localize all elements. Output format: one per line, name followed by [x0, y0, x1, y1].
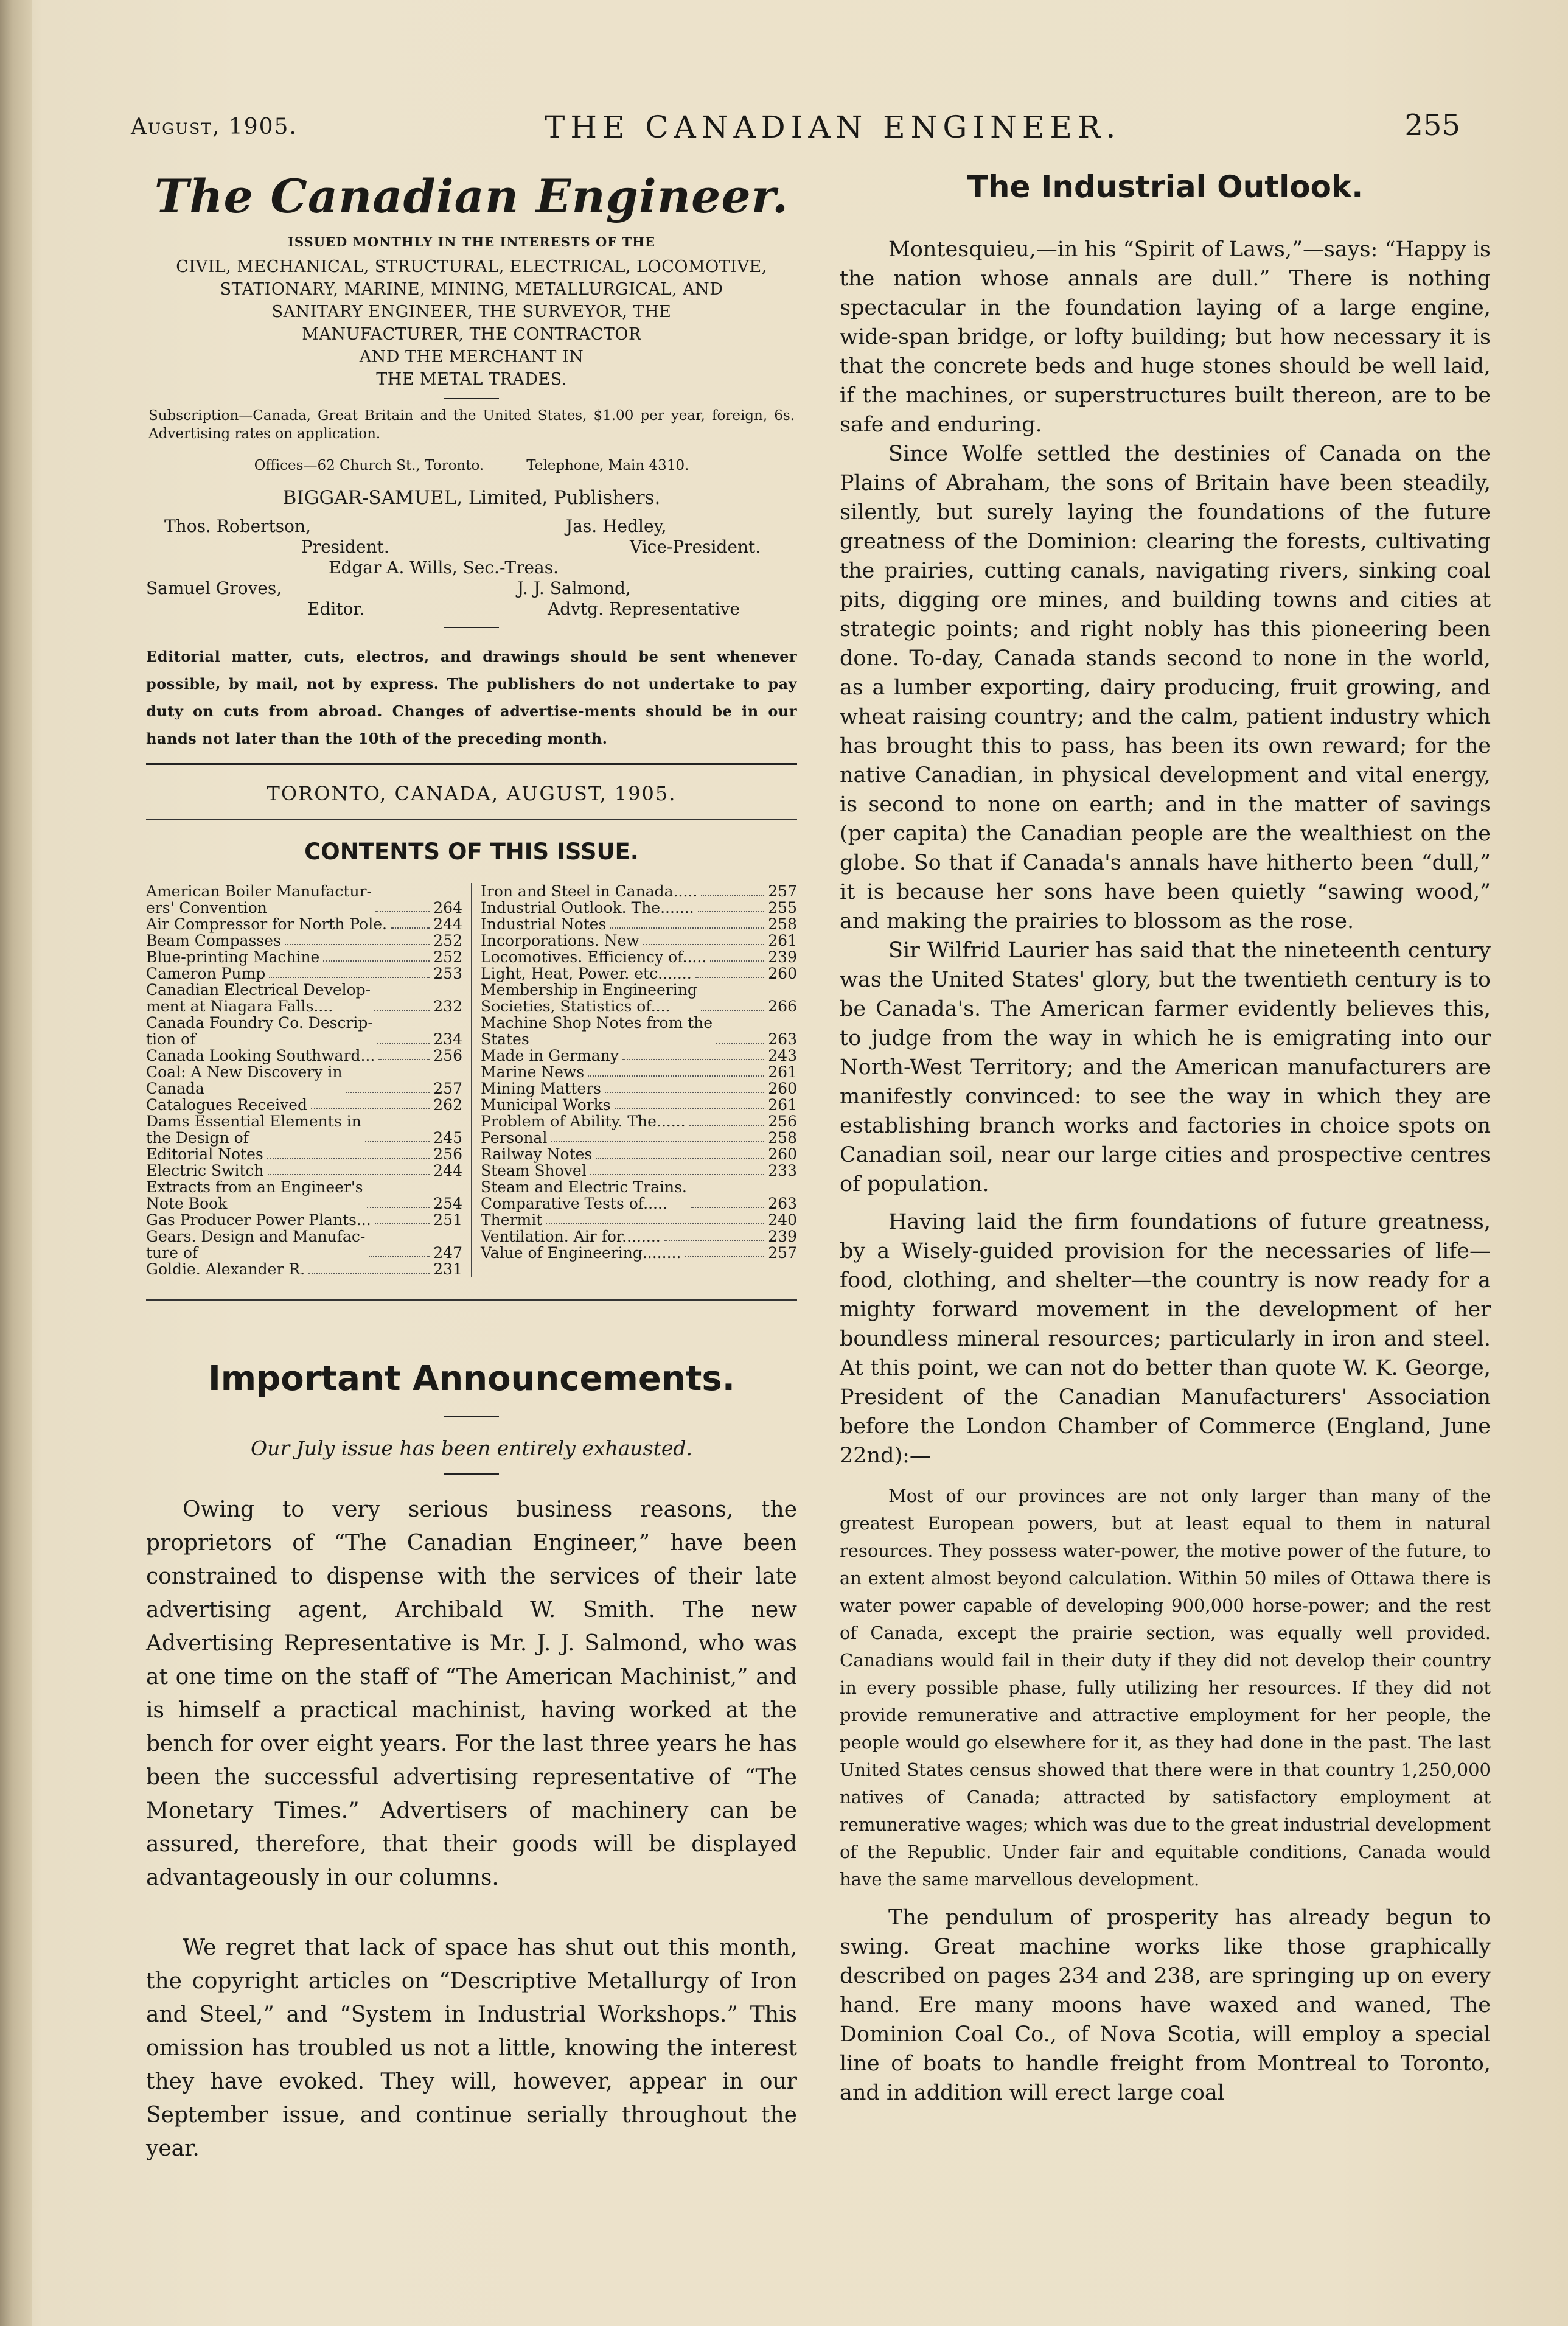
- contents-entry-page: 255: [768, 899, 797, 917]
- contents-entry: [146, 982, 462, 1015]
- leader-dots: [643, 944, 764, 945]
- contents-entry-page: 263: [768, 1030, 797, 1048]
- contents-column-left: [146, 883, 462, 1277]
- editor-name: Samuel Groves,: [146, 578, 282, 598]
- leader-dots: [716, 1043, 764, 1044]
- leader-dots: [590, 1174, 765, 1175]
- contents-entry-page: 261: [768, 1063, 797, 1081]
- contents-entry-page: 261: [768, 1096, 797, 1114]
- contents-entry-page: 264: [433, 899, 462, 917]
- president-title: President.: [301, 537, 389, 557]
- contents-entry-title: Locomotives. Efficiency of.....: [481, 948, 707, 966]
- announcement-paragraph: We regret that lack of space has shut out this month, the copyright articles on “Descriptive Metallurgy of Iron and Steel,” and “System in Industrial Workshops.” This omission has troubled us not a little, knowing the interest they have evoked. They will, however, appear in our September issue, and continue serially throughout the year.: [146, 1935, 797, 2161]
- contents-entry-title: Marine News: [481, 1063, 585, 1081]
- contents-entry-page: 261: [768, 932, 797, 949]
- leader-dots: [596, 1158, 764, 1159]
- leader-dots: [664, 1240, 765, 1241]
- contents-entry: [481, 949, 797, 965]
- contents-entry-title: Blue-printing Machine: [146, 948, 320, 966]
- leader-dots: [285, 944, 430, 945]
- contents-entry-title: Air Compressor for North Pole.: [146, 915, 387, 933]
- contents-entry-page: 260: [768, 965, 797, 982]
- contents-entry-page: 260: [768, 1145, 797, 1163]
- divider: [146, 763, 797, 765]
- publisher-line: BIGGAR-SAMUEL, Limited, Publishers.: [282, 487, 661, 509]
- leader-dots: [588, 1075, 764, 1077]
- contents-entry-page: 251: [433, 1211, 462, 1229]
- contents-entry-title: Extracts from an Engineer's Note Book: [146, 1178, 363, 1212]
- contents-entry-title: Problem of Ability. The......: [481, 1112, 686, 1130]
- contents-entry-page: 262: [433, 1096, 462, 1114]
- leader-dots: [365, 1141, 430, 1142]
- contents-entry: [146, 883, 462, 916]
- contents-entry-title: Dams Essential Elements in the Design of: [146, 1112, 361, 1147]
- telephone: Telephone, Main 4310.: [526, 458, 689, 473]
- leader-dots: [701, 895, 764, 896]
- contents-entry-page: 245: [433, 1129, 462, 1147]
- contents-entry-title: Canada Foundry Co. Descrip- tion of: [146, 1014, 373, 1048]
- contents-entry-title: Catalogues Received: [146, 1096, 308, 1114]
- contents-entry-page: 244: [433, 915, 462, 933]
- divider: [444, 398, 499, 399]
- masthead-title: The Canadian Engineer.: [154, 169, 789, 223]
- leader-dots: [698, 911, 765, 912]
- contents-entry-page: 257: [433, 1080, 462, 1097]
- contents-entry: [481, 1047, 797, 1064]
- vp-name: Jas. Hedley,: [566, 516, 667, 536]
- contents-entry-title: Coal: A New Discovery in Canada: [146, 1063, 343, 1097]
- contents-entry-page: 256: [433, 1047, 462, 1064]
- contents-entry: [146, 932, 462, 949]
- interests-line: SANITARY ENGINEER, THE SURVEYOR, THE: [271, 302, 672, 321]
- article-paragraph: The pendulum of prosperity has already begun to swing. Great machine works like those graphically described on pages 234 and 238, are springing up on every hand. Ere many moons have waxed and waned, The Dominion Coal Co., of Nova Scotia, will employ a special line of boats to handle freight from Montreal to Toronto, and in addition will erect large coal: [840, 1905, 1491, 2105]
- left-column: [146, 164, 797, 2165]
- interests-list: [146, 256, 797, 391]
- contents-entry: [481, 1064, 797, 1080]
- leader-dots: [622, 1059, 764, 1060]
- contents-entry-page: 240: [768, 1211, 797, 1229]
- contents-entry: [146, 1228, 462, 1261]
- contents-entry-title: Electric Switch: [146, 1162, 264, 1179]
- leader-dots: [551, 1141, 764, 1142]
- leader-dots: [391, 927, 430, 929]
- interests-line: STATIONARY, MARINE, MINING, METALLURGICAL, AND: [220, 280, 723, 299]
- binding-edge: [0, 0, 32, 2326]
- contents-entry-page: 253: [433, 965, 462, 982]
- contents-entry-title: Steam Shovel: [481, 1162, 587, 1179]
- contents-entry: [481, 965, 797, 982]
- interests-line: CIVIL, MECHANICAL, STRUCTURAL, ELECTRICAL, LOCOMOTIVE,: [176, 257, 767, 276]
- contents-entry-page: 252: [433, 948, 462, 966]
- journal-title: THE CANADIAN ENGINEER.: [545, 110, 1121, 145]
- contents-entry-title: Editorial Notes: [146, 1145, 263, 1163]
- interests-line: AND THE MERCHANT IN: [359, 348, 584, 366]
- contents-entry-page: 247: [433, 1244, 462, 1262]
- announcement-paragraph: Owing to very serious business reasons, the proprietors of “The Canadian Engineer,” have been constrained to dispense with the services of their late advertising agent, Archibald W. Smith. The new Advertising Representative is Mr. J. J. Salmond, who was at one time on the staff of “The American Machinist,” and is himself a practical machinist, having worked at the bench for over eight years. For the last three years he has been the successful advertising representative of “The Monetary Times.” Advertisers of machinery can be assured, therefore, that their goods will be displayed advantageously in our columns.: [146, 1497, 797, 1890]
- contents-entry-title: Railway Notes: [481, 1145, 593, 1163]
- divider: [146, 819, 797, 820]
- contents-entry-title: Beam Compasses: [146, 932, 281, 949]
- contents-entry-page: 254: [433, 1195, 462, 1212]
- leader-dots: [375, 1223, 430, 1224]
- contents-table: [146, 883, 797, 1277]
- subscription-rates: Subscription—Canada, Great Britain and the United States, $1.00 per year, foreign, 6s. Advertising rates on application.: [148, 408, 795, 442]
- leader-dots: [685, 1256, 764, 1257]
- article-body: [840, 235, 1491, 2108]
- contents-entry: [146, 1179, 462, 1212]
- contents-entry-page: 252: [433, 932, 462, 949]
- leader-dots: [695, 977, 765, 978]
- contents-entry: [481, 1162, 797, 1179]
- divider: [444, 1473, 499, 1475]
- leader-dots: [605, 1092, 764, 1093]
- interests-line: THE METAL TRADES.: [376, 370, 567, 389]
- announcements-subtitle: Our July issue has been entirely exhausted.: [251, 1436, 692, 1460]
- divider: [444, 627, 499, 628]
- contents-entry-page: 233: [768, 1162, 797, 1179]
- contents-entry: [146, 1015, 462, 1047]
- contents-entry-page: 234: [433, 1030, 462, 1048]
- contents-title: CONTENTS OF THIS ISSUE.: [304, 839, 639, 865]
- officers-block: [146, 516, 797, 620]
- contents-entry-title: Machine Shop Notes from the States: [481, 1014, 713, 1048]
- contents-entry-page: 232: [433, 997, 462, 1015]
- contents-entry-title: Cameron Pump: [146, 965, 266, 982]
- contents-entry-title: Iron and Steel in Canada.....: [481, 882, 698, 900]
- leader-dots: [689, 1125, 765, 1126]
- contents-entry-page: 260: [768, 1080, 797, 1097]
- contents-entry-title: Incorporations. New: [481, 932, 639, 949]
- advertising-rep-name: J. J. Salmond,: [517, 578, 631, 598]
- contents-entry: [146, 1047, 462, 1064]
- leader-dots: [367, 1207, 430, 1208]
- contents-entry-page: 231: [433, 1260, 462, 1278]
- contents-entry-title: Membership in Engineering Societies, Statistics of....: [481, 981, 697, 1015]
- contents-entry: [481, 1113, 797, 1130]
- leader-dots: [308, 1273, 430, 1274]
- contents-entry: [481, 1179, 797, 1212]
- announcements-title: Important Announcements.: [207, 1359, 736, 1399]
- contents-entry-title: Personal: [481, 1129, 548, 1147]
- contents-entry: [146, 916, 462, 932]
- contents-entry-title: Gears. Design and Manufac- ture of: [146, 1228, 366, 1262]
- contents-entry: [481, 1080, 797, 1097]
- editorial-note: Editorial matter, cuts, electros, and drawings should be sent whenever possible, by mail, not by express. The publishers do not undertake to pay duty on cuts from abroad. Changes of advertise-ments should be in our hands not later than the 10th of the preceding month.: [146, 648, 797, 747]
- contents-entry-page: 239: [768, 1228, 797, 1245]
- contents-entry-page: 239: [768, 948, 797, 966]
- vp-title: Vice-President.: [630, 537, 761, 557]
- article-title: The Industrial Outlook.: [967, 169, 1364, 204]
- contents-entry: [481, 1245, 797, 1261]
- article-paragraph: Having laid the firm foundations of future greatness, by a Wisely-guided provision for the necessaries of life—food, clothing, and shelter—the country is now ready for a mighty forward movement in the development of her boundless mineral resources; particularly in iron and steel. At this point, we can not do better than quote W. K. George, President of the Canadian Manufacturers' Association before the London Chamber of Commerce (England, June 22nd):—: [840, 1210, 1491, 1468]
- contents-entry-page: 256: [433, 1145, 462, 1163]
- contents-entry-page: 258: [768, 1129, 797, 1147]
- contents-entry: [481, 1146, 797, 1162]
- contents-entry-page: 257: [768, 1244, 797, 1262]
- leader-dots: [615, 1108, 765, 1109]
- divider: [444, 1416, 499, 1417]
- advertising-rep-title: Advtg. Representative: [548, 599, 740, 619]
- contents-entry: [481, 1228, 797, 1245]
- contents-entry: [146, 1261, 462, 1277]
- leader-dots: [546, 1223, 764, 1224]
- president-name: Thos. Robertson,: [164, 516, 311, 536]
- dateline: TORONTO, CANADA, AUGUST, 1905.: [267, 782, 677, 805]
- leader-dots: [374, 1010, 430, 1011]
- leader-dots: [610, 927, 764, 929]
- leader-dots: [268, 1174, 430, 1175]
- leader-dots: [369, 1256, 430, 1257]
- contents-entry-page: 257: [768, 882, 797, 900]
- contents-entry: [146, 949, 462, 965]
- contents-entry-title: Mining Matters: [481, 1080, 601, 1097]
- contents-entry: [146, 1064, 462, 1097]
- contents-column-right: [481, 883, 797, 1277]
- contents-entry: [481, 883, 797, 899]
- article-paragraph: Sir Wilfrid Laurier has said that the nineteenth century was the United States' glory, but the twentieth century is to be Canada's. The American farmer evidently believes this, to judge from the way in which he is emigrating into our North-West Territory; and the American manufacturers are manifestly convinced: to see the way in which they are establishing branch works and factories in choice spots on Canadian soil, near our large cities and prospective centres of population.: [840, 938, 1491, 1196]
- contents-entry-title: Municipal Works: [481, 1096, 611, 1114]
- article-paragraph: Montesquieu,—in his “Spirit of Laws,”—says: “Happy is the nation whose annals are dull.” There is nothing spectacular in the foundation laying of a large engine, wide-span bridge, or lofty building; but how necessary it is that the concrete beds and huge stones should be well laid, if the machines, or superstructures built thereon, are to be safe and enduring.: [840, 237, 1491, 437]
- right-column: [840, 164, 1491, 2108]
- office-info: [146, 458, 797, 473]
- leader-dots: [691, 1207, 764, 1208]
- contents-entry-title: Gas Producer Power Plants...: [146, 1211, 371, 1229]
- contents-entry-title: Industrial Notes: [481, 915, 607, 933]
- leader-dots: [346, 1092, 430, 1093]
- leader-dots: [269, 977, 430, 978]
- article-paragraph: Since Wolfe settled the destinies of Canada on the Plains of Abraham, the sons of Britain have been steadily, silently, but surely laying the foundations of the future greatness of the Dominion: clearing the forests, cultivating the prairies, cutting canals, navigating rivers, sinking coal pits, digging ore mines, and building towns and cities at strategic points; and right nobly has this pioneering been done. To-day, Canada stands second to none in the world, as a lumber exporting, dairy producing, fruit growing, and wheat raising country; and the calm, patient industry which has brought this to pass, has been its own reward; for the native Canadian, in physical development and vital energy, is second to none on earth; and in the matter of savings (per capita) the Canadian people are the wealthiest on the globe. So that if Canada's annals have hitherto been “dull,” it is because her sons have been quietly “sawing wood,” and making the prairies to blossom as the rose.: [840, 442, 1491, 934]
- contents-entry-title: Thermit: [481, 1211, 543, 1229]
- offices-address: Offices—62 Church St., Toronto.: [254, 458, 484, 473]
- contents-entry: [481, 982, 797, 1015]
- contents-entry-title: Value of Engineering........: [481, 1244, 681, 1262]
- contents-entry-title: Steam and Electric Trains. Comparative Tests of.....: [481, 1178, 687, 1212]
- page-number: 255: [1404, 108, 1460, 142]
- contents-entry: [146, 1146, 462, 1162]
- leader-dots: [378, 1059, 430, 1060]
- contents-entry: [481, 932, 797, 949]
- contents-entry-title: Canadian Electrical Develop- ment at Niagara Falls....: [146, 981, 371, 1015]
- contents-entry: [146, 1113, 462, 1146]
- contents-entry: [481, 1097, 797, 1113]
- contents-entry: [481, 1015, 797, 1047]
- contents-entry: [146, 1162, 462, 1179]
- contents-entry: [481, 899, 797, 916]
- contents-entry: [146, 1097, 462, 1113]
- contents-entry: [481, 1130, 797, 1146]
- leader-dots: [267, 1158, 430, 1159]
- contents-entry-page: 266: [768, 997, 797, 1015]
- contents-entry-title: Ventilation. Air for........: [481, 1228, 661, 1245]
- contents-entry-title: Made in Germany: [481, 1047, 619, 1064]
- contents-entry-title: Industrial Outlook. The.......: [481, 899, 694, 917]
- leader-dots: [377, 1043, 430, 1044]
- column-rule: [471, 883, 472, 1277]
- contents-entry-page: 243: [768, 1047, 797, 1064]
- contents-entry-title: Canada Looking Southward...: [146, 1047, 375, 1064]
- contents-entry-title: Light, Heat, Power. etc.......: [481, 965, 692, 982]
- contents-entry-page: 263: [768, 1195, 797, 1212]
- leader-dots: [710, 960, 764, 962]
- leader-dots: [375, 911, 430, 912]
- editor-title: Editor.: [307, 599, 365, 619]
- contents-entry-title: American Boiler Manufactur- ers' Convention: [146, 882, 372, 917]
- issue-date: August, 1905.: [131, 114, 298, 139]
- contents-entry-page: 258: [768, 915, 797, 933]
- contents-entry-page: 244: [433, 1162, 462, 1179]
- contents-entry: [146, 965, 462, 982]
- contents-entry: [481, 1212, 797, 1228]
- leader-dots: [701, 1010, 764, 1011]
- contents-entry-title: Goldie. Alexander R.: [146, 1260, 305, 1278]
- running-head: [131, 103, 1460, 152]
- secretary: Edgar A. Wills, Sec.-Treas.: [329, 557, 559, 578]
- contents-entry: [146, 1212, 462, 1228]
- leader-dots: [311, 1108, 430, 1109]
- interests-line: MANUFACTURER, THE CONTRACTOR: [302, 325, 641, 344]
- issued-line: ISSUED MONTHLY IN THE INTERESTS OF THE: [288, 234, 655, 250]
- divider: [146, 1299, 797, 1301]
- contents-entry: [481, 916, 797, 932]
- leader-dots: [323, 960, 430, 962]
- contents-entry-page: 256: [768, 1112, 797, 1130]
- block-quote: Most of our provinces are not only larger than many of the greatest European powers, but at least equal to them in natural resources. They possess water-power, the motive power of the future, to an extent almost beyond calculation. Within 50 miles of Ottawa there is water power capable of developing 900,000 horse-power; and the rest of Canada, except the prairie section, was equally well provided. Canadians would fail in their duty if they did not develop their country in every possible phase, fully utilizing her resources. If they did not provide remunerative and attractive employment for her people, the people would go elsewhere for it, as they had done in the past. The last United States census showed that there were in that country 1,250,000 natives of Canada; attracted by satisfactory employment at remunerative wages; which was due to the great industrial development of the Republic. Under fair and equitable conditions, Canada would have the same marvellous development.: [840, 1486, 1491, 1890]
